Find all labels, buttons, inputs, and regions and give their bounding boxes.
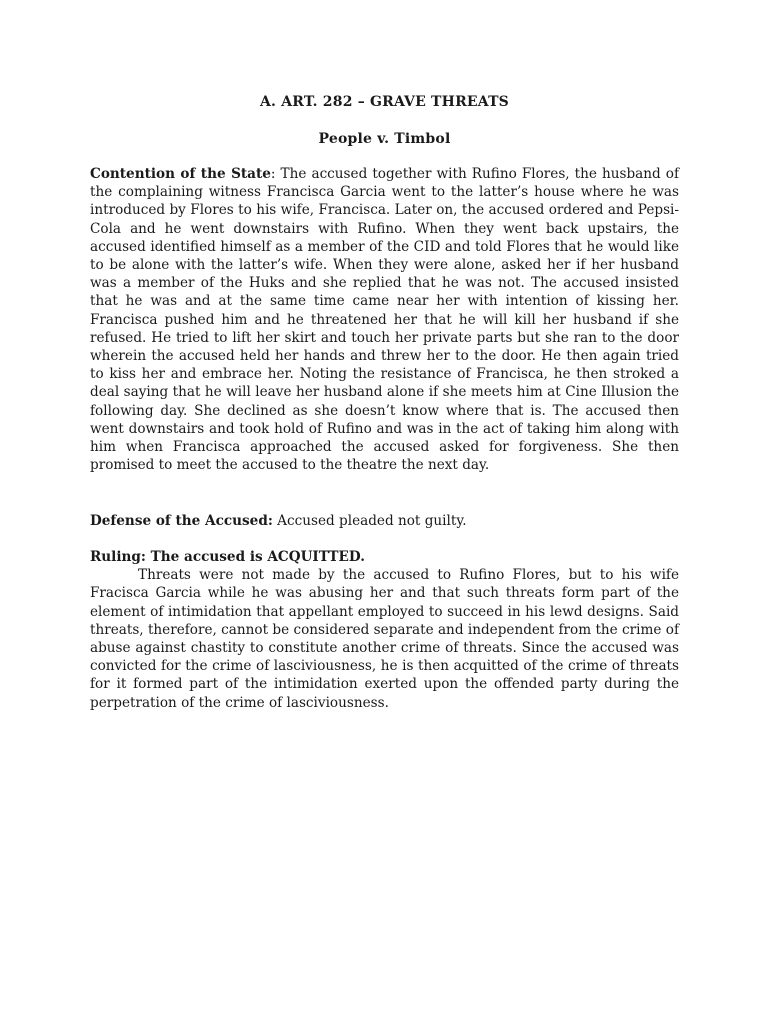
document-title: A. ART. 282 – GRAVE THREATS	[259, 94, 509, 110]
defense-label: Defense of the Accused:	[90, 513, 273, 529]
defense-text: Accused pleaded not guilty.	[272, 513, 467, 529]
ruling-label: Ruling: The accused is ACQUITTED.	[90, 549, 365, 565]
defense-paragraph	[90, 512, 679, 530]
ruling-section	[90, 548, 679, 712]
contention-label: Contention of the State	[90, 166, 271, 182]
document-page	[90, 0, 679, 1024]
ruling-text: Threats were not made by the accused to Rufino Flores, but to his wife Fracisca Garcia while he was abusing her and that such threats form part of the element of intimidation that appellant employed to succeed in his lewd designs. Said threats, therefore, cannot be considered separate and independent from the crime of abuse against chastity to constitute another crime of threats. Since the accused was convicted for the crime of lasciviousness, he is then acquitted of the crime of threats for it formed part of the intimidation exerted upon the offended party during the perpetration of the crime of lasciviousness.	[90, 567, 679, 711]
case-name: People v. Timbol	[318, 131, 451, 147]
contention-paragraph	[90, 165, 679, 474]
contention-text: : The accused together with Rufino Flores, the husband of the complaining witness Francisca Garcia went to the latter’s house where he was introduced by Flores to his wife, Francisca. Later on, the accused ordered and Pepsi-Cola and he went downstairs with Rufino. When they went back upstairs, the accused identified himself as a member of the CID and told Flores that he would like to be alone with the latter’s wife. When they were alone, asked her if her husband was a member of the Huks and she replied that he was not. The accused insisted that he was and at the same time came near her with intention of kissing her. Francisca pushed him and he threatened her that he will kill her husband if she refused. He tried to lift her skirt and touch her private parts but she ran to the door wherein the accused held her hands and threw her to the door. He then again tried to kiss her and embrace her. Noting the resistance of Francisca, he then stroked a deal saying that he will leave her husband alone if she meets him at Cine Illusion the following day. She declined as she doesn’t know where that is. The accused then went downstairs and took hold of Rufino and was in the act of taking him along with him when Francisca approached the accused asked for forgiveness. She then promised to meet the accused to the theatre the next day.	[90, 166, 679, 474]
